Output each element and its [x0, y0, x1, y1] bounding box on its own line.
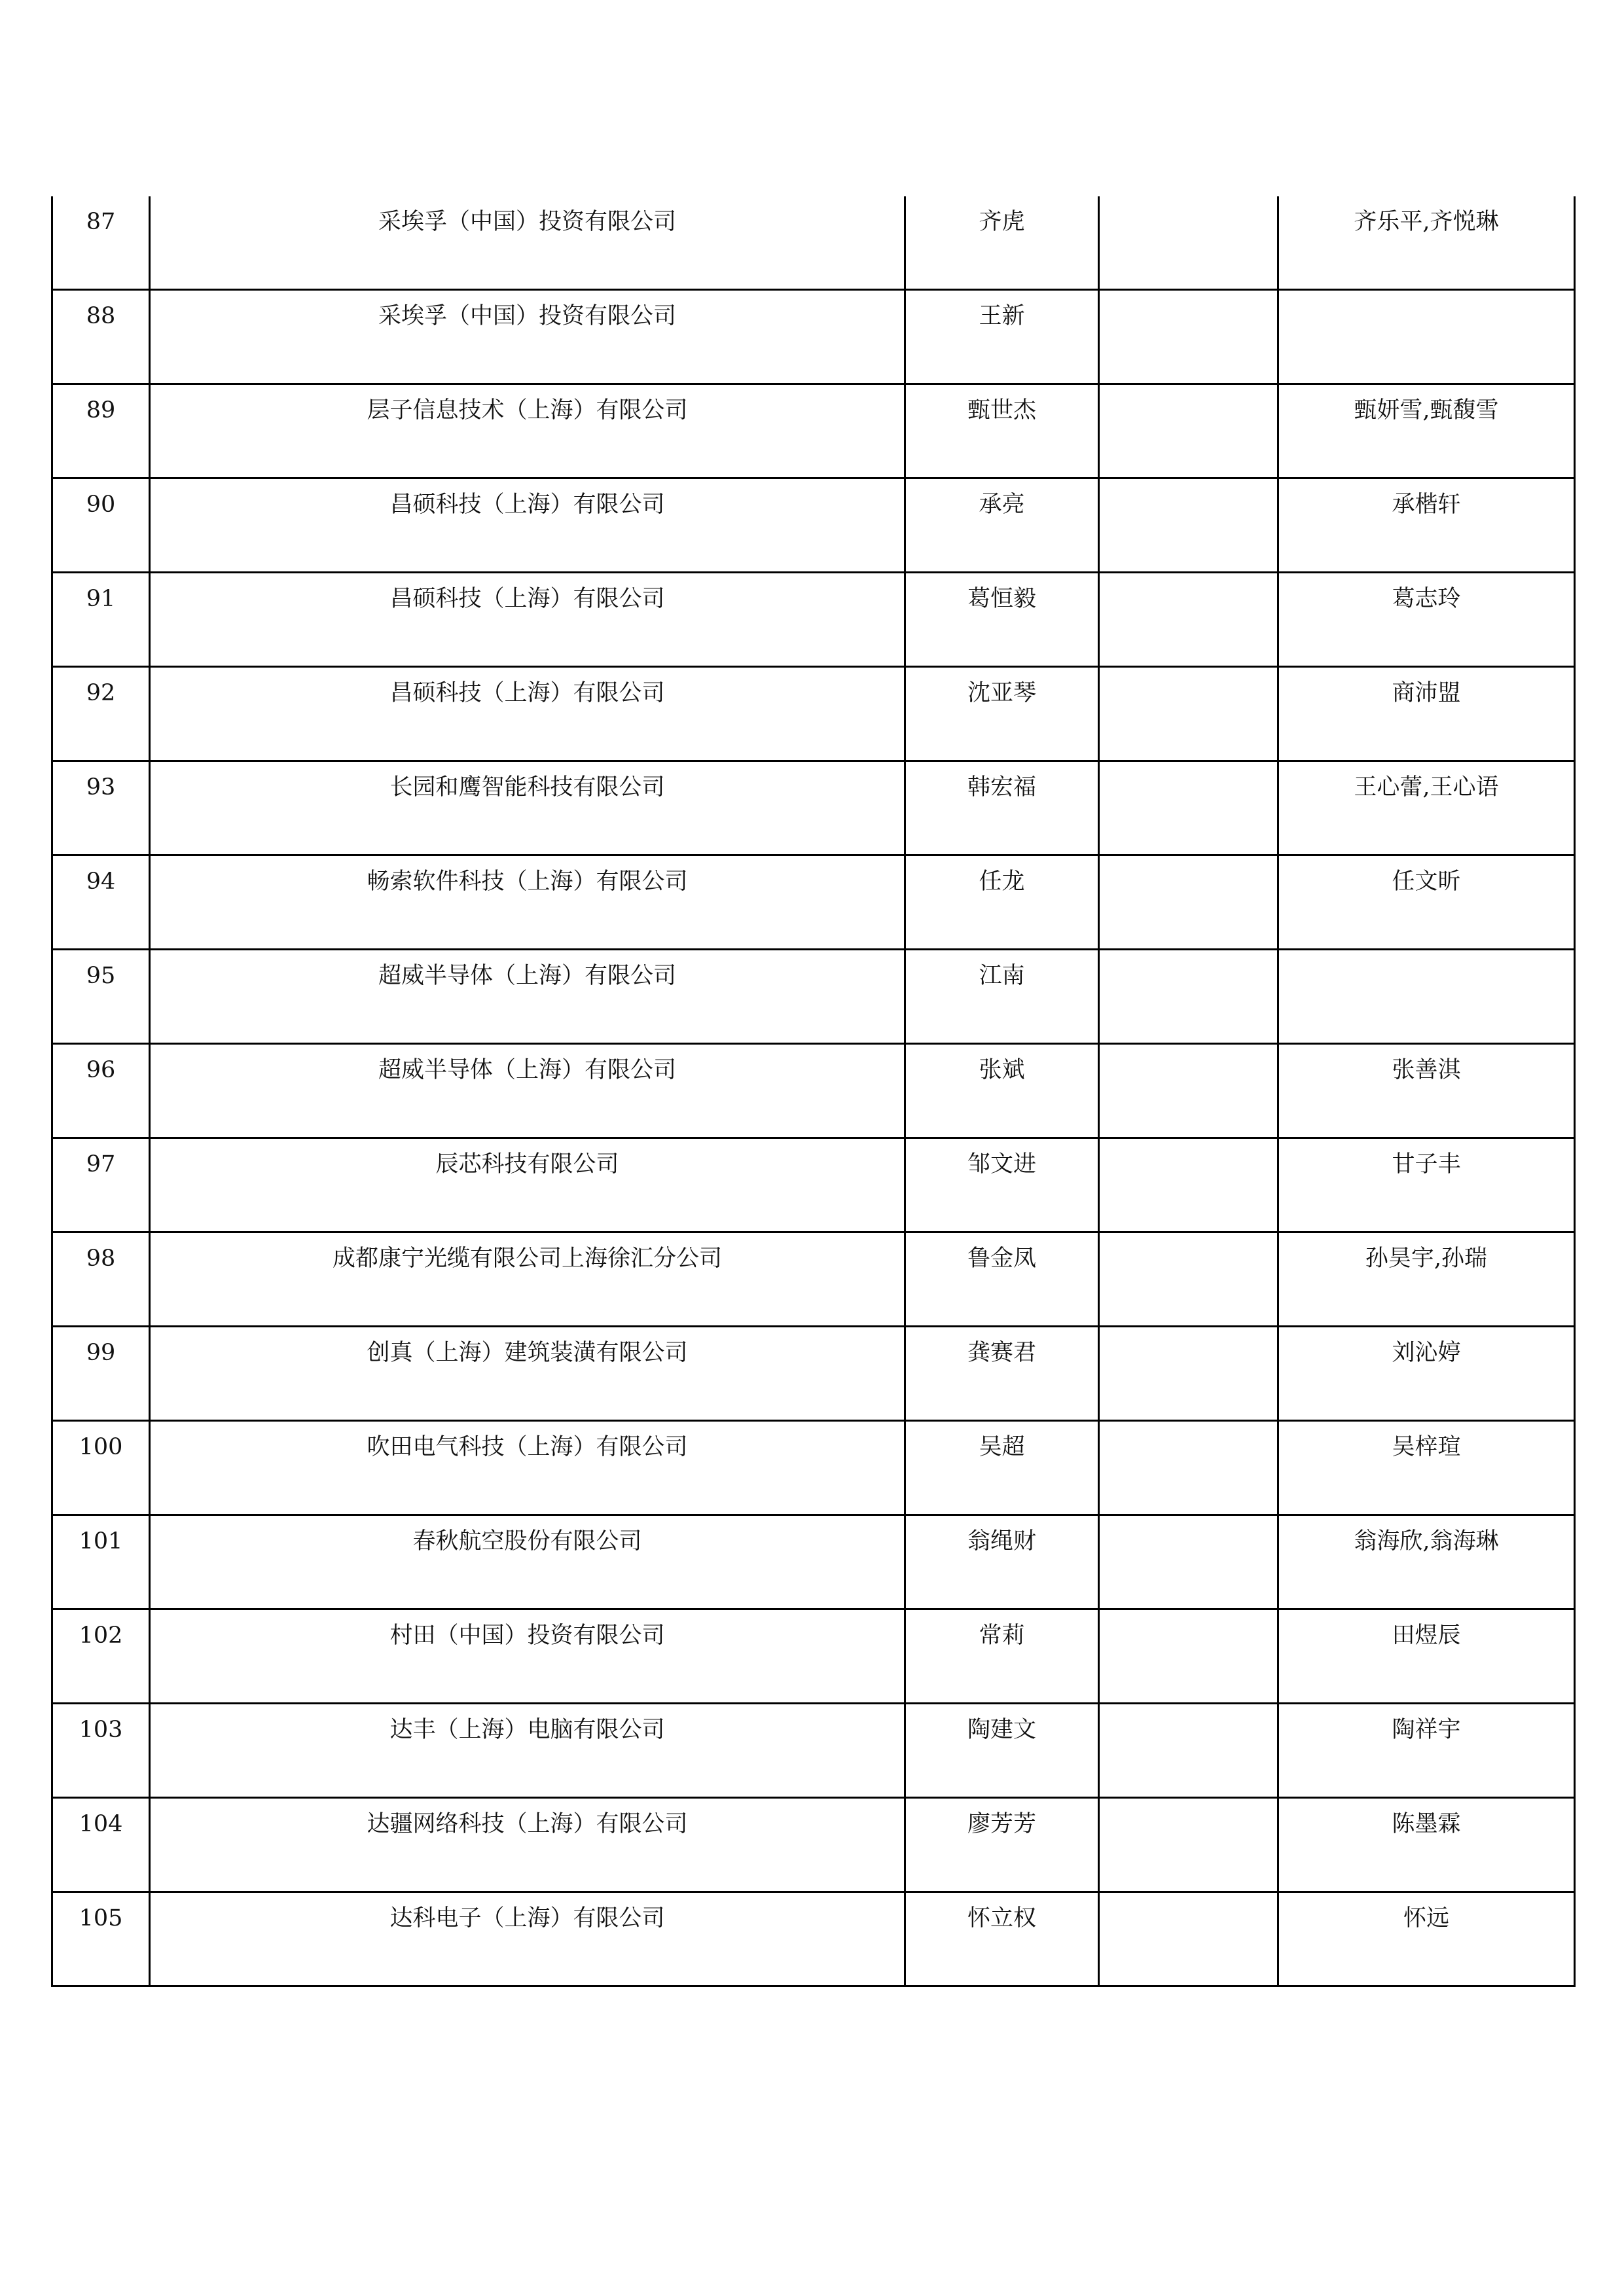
company-name-cell — [150, 1798, 905, 1892]
company-name-text: 昌硕科技（上海）有限公司 — [389, 492, 665, 518]
family-members-cell — [1278, 1515, 1575, 1609]
employee-name-text: 葛恒毅 — [967, 586, 1036, 612]
company-name-cell — [150, 1892, 905, 1986]
row-number-text: 102 — [79, 1623, 123, 1649]
company-name-text: 春秋航空股份有限公司 — [412, 1528, 642, 1554]
family-members-text: 陶祥宇 — [1392, 1717, 1461, 1743]
blank-cell — [1099, 478, 1278, 573]
family-members-cell — [1278, 1421, 1575, 1515]
employee-name-cell — [905, 1138, 1099, 1232]
employee-name-text: 邹文进 — [967, 1151, 1036, 1177]
table-row — [52, 290, 1575, 384]
employee-name-cell — [905, 196, 1099, 290]
row-number-cell — [52, 1798, 150, 1892]
row-number-text: 95 — [86, 963, 116, 989]
table-row — [52, 1138, 1575, 1232]
family-members-cell — [1278, 1798, 1575, 1892]
company-name-cell — [150, 667, 905, 761]
table-row — [52, 1421, 1575, 1515]
family-members-text: 陈墨霖 — [1392, 1811, 1461, 1837]
employee-name-text: 常莉 — [979, 1623, 1025, 1649]
family-members-cell — [1278, 573, 1575, 667]
employee-name-cell — [905, 573, 1099, 667]
family-members-cell — [1278, 384, 1575, 478]
family-members-text: 王心蕾,王心语 — [1354, 774, 1499, 800]
blank-cell — [1099, 1798, 1278, 1892]
row-number-cell — [52, 950, 150, 1044]
family-members-text: 甘子丰 — [1392, 1151, 1461, 1177]
row-number-text: 101 — [79, 1528, 123, 1554]
employee-name-text: 沈亚琴 — [967, 680, 1036, 706]
employee-name-text: 甄世杰 — [967, 397, 1036, 423]
employee-name-cell — [905, 384, 1099, 478]
row-number-cell — [52, 1138, 150, 1232]
company-name-cell — [150, 384, 905, 478]
family-members-cell — [1278, 1704, 1575, 1798]
employee-name-text: 承亮 — [979, 492, 1025, 518]
company-name-cell — [150, 1044, 905, 1138]
employee-name-text: 齐虎 — [979, 209, 1025, 235]
blank-cell — [1099, 573, 1278, 667]
table-row — [52, 950, 1575, 1044]
employee-name-text: 翁绳财 — [967, 1528, 1036, 1554]
row-number-cell — [52, 573, 150, 667]
row-number-cell — [52, 1327, 150, 1421]
table-row — [52, 573, 1575, 667]
family-members-cell — [1278, 1327, 1575, 1421]
employee-name-cell — [905, 950, 1099, 1044]
family-members-text: 甄妍雪,甄馥雪 — [1354, 397, 1499, 423]
family-members-cell — [1278, 950, 1575, 1044]
blank-text — [1100, 291, 1277, 302]
row-number-text: 104 — [79, 1811, 123, 1837]
blank-cell — [1099, 1421, 1278, 1515]
blank-cell — [1099, 1515, 1278, 1609]
blank-text — [1100, 1610, 1277, 1622]
family-members-text: 刘沁婷 — [1392, 1340, 1461, 1366]
family-members-cell — [1278, 196, 1575, 290]
blank-cell — [1099, 290, 1278, 384]
employee-name-cell — [905, 290, 1099, 384]
employee-name-text: 鲁金凤 — [967, 1246, 1036, 1272]
family-members-cell — [1278, 1232, 1575, 1327]
employee-name-cell — [905, 478, 1099, 573]
family-members-cell — [1278, 855, 1575, 950]
row-number-text: 103 — [79, 1717, 123, 1743]
employee-name-cell — [905, 1892, 1099, 1986]
table-row — [52, 1327, 1575, 1421]
row-number-cell — [52, 667, 150, 761]
row-number-text: 96 — [86, 1057, 116, 1083]
blank-cell — [1099, 384, 1278, 478]
blank-text — [1100, 1139, 1277, 1151]
table-row — [52, 855, 1575, 950]
row-number-text: 89 — [86, 397, 116, 423]
blank-text — [1100, 1233, 1277, 1245]
employee-name-cell — [905, 1232, 1099, 1327]
table-row — [52, 761, 1575, 855]
blank-cell — [1099, 1044, 1278, 1138]
blank-cell — [1099, 196, 1278, 290]
employee-name-cell — [905, 855, 1099, 950]
row-number-cell — [52, 1421, 150, 1515]
family-members-text: 翁海欣,翁海琳 — [1354, 1528, 1499, 1554]
company-name-text: 层子信息技术（上海）有限公司 — [367, 397, 688, 423]
table-row — [52, 384, 1575, 478]
table-row — [52, 1515, 1575, 1609]
company-name-cell — [150, 1138, 905, 1232]
row-number-cell — [52, 1609, 150, 1704]
row-number-cell — [52, 196, 150, 290]
row-number-cell — [52, 1704, 150, 1798]
company-name-cell — [150, 196, 905, 290]
company-name-cell — [150, 855, 905, 950]
company-name-text: 达疆网络科技（上海）有限公司 — [367, 1811, 688, 1837]
blank-text — [1100, 196, 1277, 208]
row-number-text: 91 — [86, 586, 116, 612]
employee-name-text: 怀立权 — [967, 1905, 1036, 1931]
blank-text — [1100, 856, 1277, 868]
blank-text — [1100, 573, 1277, 585]
table-row — [52, 1704, 1575, 1798]
family-members-cell — [1278, 667, 1575, 761]
employee-name-cell — [905, 1327, 1099, 1421]
row-number-cell — [52, 761, 150, 855]
employee-name-cell — [905, 667, 1099, 761]
blank-text — [1100, 950, 1277, 962]
blank-text — [1100, 479, 1277, 491]
company-name-cell — [150, 1515, 905, 1609]
blank-text — [1100, 1893, 1277, 1905]
row-number-cell — [52, 1044, 150, 1138]
blank-cell — [1099, 1327, 1278, 1421]
employee-name-text: 任龙 — [979, 869, 1025, 895]
company-name-cell — [150, 290, 905, 384]
blank-cell — [1099, 950, 1278, 1044]
company-name-cell — [150, 1232, 905, 1327]
family-members-text: 葛志玲 — [1392, 586, 1461, 612]
family-members-cell — [1278, 761, 1575, 855]
employee-name-cell — [905, 1704, 1099, 1798]
row-number-cell — [52, 855, 150, 950]
company-name-cell — [150, 1609, 905, 1704]
company-name-text: 达丰（上海）电脑有限公司 — [389, 1717, 665, 1743]
company-name-text: 辰芯科技有限公司 — [435, 1151, 619, 1177]
family-members-text: 怀远 — [1403, 1905, 1449, 1931]
blank-cell — [1099, 1232, 1278, 1327]
row-number-text: 87 — [86, 209, 116, 235]
blank-cell — [1099, 1609, 1278, 1704]
company-name-text: 成都康宁光缆有限公司上海徐汇分公司 — [332, 1246, 722, 1272]
table-row — [52, 196, 1575, 290]
employee-name-text: 韩宏福 — [967, 774, 1036, 800]
blank-cell — [1099, 667, 1278, 761]
company-name-cell — [150, 1327, 905, 1421]
company-name-cell — [150, 950, 905, 1044]
company-name-text: 昌硕科技（上海）有限公司 — [389, 586, 665, 612]
family-members-text: 齐乐平,齐悦琳 — [1354, 209, 1499, 235]
blank-cell — [1099, 1138, 1278, 1232]
company-name-text: 畅索软件科技（上海）有限公司 — [367, 869, 688, 895]
family-members-cell — [1278, 1138, 1575, 1232]
company-name-cell — [150, 1421, 905, 1515]
family-members-text: 任文昕 — [1392, 869, 1461, 895]
company-name-text: 村田（中国）投资有限公司 — [389, 1623, 665, 1649]
roster-table — [51, 196, 1576, 1987]
family-members-cell — [1278, 1044, 1575, 1138]
blank-text — [1100, 1422, 1277, 1433]
row-number-cell — [52, 290, 150, 384]
employee-name-cell — [905, 761, 1099, 855]
row-number-cell — [52, 478, 150, 573]
employee-name-text: 廖芳芳 — [967, 1811, 1036, 1837]
family-members-text — [1279, 950, 1574, 962]
family-members-cell — [1278, 1609, 1575, 1704]
blank-text — [1100, 1704, 1277, 1716]
employee-name-text: 陶建文 — [967, 1717, 1036, 1743]
family-members-text: 商沛盟 — [1392, 680, 1461, 706]
company-name-text: 吹田电气科技（上海）有限公司 — [367, 1434, 688, 1460]
row-number-text: 93 — [86, 774, 116, 800]
family-members-text: 田煜辰 — [1392, 1623, 1461, 1649]
blank-cell — [1099, 761, 1278, 855]
blank-cell — [1099, 1704, 1278, 1798]
company-name-text: 采埃孚（中国）投资有限公司 — [378, 303, 676, 329]
employee-name-cell — [905, 1515, 1099, 1609]
company-name-text: 采埃孚（中国）投资有限公司 — [378, 209, 676, 235]
family-members-text: 张善淇 — [1392, 1057, 1461, 1083]
company-name-cell — [150, 761, 905, 855]
roster-table-body — [52, 196, 1575, 1986]
table-row — [52, 667, 1575, 761]
company-name-text: 昌硕科技（上海）有限公司 — [389, 680, 665, 706]
company-name-text: 长园和鹰智能科技有限公司 — [389, 774, 665, 800]
blank-cell — [1099, 1892, 1278, 1986]
family-members-cell — [1278, 478, 1575, 573]
blank-text — [1100, 668, 1277, 679]
employee-name-cell — [905, 1798, 1099, 1892]
employee-name-text: 江南 — [979, 963, 1025, 989]
table-row — [52, 1798, 1575, 1892]
company-name-text: 超威半导体（上海）有限公司 — [378, 1057, 676, 1083]
employee-name-cell — [905, 1044, 1099, 1138]
table-row — [52, 478, 1575, 573]
employee-name-text: 吴超 — [979, 1434, 1025, 1460]
blank-text — [1100, 1516, 1277, 1528]
row-number-text: 94 — [86, 869, 116, 895]
blank-text — [1100, 1045, 1277, 1056]
row-number-text: 105 — [79, 1905, 123, 1931]
company-name-text: 达科电子（上海）有限公司 — [389, 1905, 665, 1931]
blank-cell — [1099, 855, 1278, 950]
table-row — [52, 1232, 1575, 1327]
family-members-cell — [1278, 290, 1575, 384]
employee-name-text: 王新 — [979, 303, 1025, 329]
row-number-text: 88 — [86, 303, 116, 329]
row-number-text: 92 — [86, 680, 116, 706]
family-members-text: 孙昊宇,孙瑞 — [1365, 1246, 1488, 1272]
employee-name-text: 龚赛君 — [967, 1340, 1036, 1366]
company-name-cell — [150, 1704, 905, 1798]
blank-text — [1100, 385, 1277, 397]
row-number-cell — [52, 384, 150, 478]
blank-text — [1100, 1799, 1277, 1810]
row-number-text: 90 — [86, 492, 116, 518]
blank-text — [1100, 1327, 1277, 1339]
row-number-cell — [52, 1515, 150, 1609]
row-number-text: 99 — [86, 1340, 116, 1366]
family-members-text: 承楷轩 — [1392, 492, 1461, 518]
employee-name-text: 张斌 — [979, 1057, 1025, 1083]
company-name-cell — [150, 573, 905, 667]
company-name-cell — [150, 478, 905, 573]
row-number-text: 100 — [79, 1434, 123, 1460]
employee-name-cell — [905, 1421, 1099, 1515]
company-name-text: 超威半导体（上海）有限公司 — [378, 963, 676, 989]
table-row — [52, 1892, 1575, 1986]
row-number-cell — [52, 1892, 150, 1986]
family-members-cell — [1278, 1892, 1575, 1986]
row-number-text: 97 — [86, 1151, 116, 1177]
employee-name-cell — [905, 1609, 1099, 1704]
row-number-text: 98 — [86, 1246, 116, 1272]
family-members-text: 吴梓瑄 — [1392, 1434, 1461, 1460]
table-row — [52, 1609, 1575, 1704]
company-name-text: 创真（上海）建筑装潢有限公司 — [367, 1340, 688, 1366]
row-number-cell — [52, 1232, 150, 1327]
table-row — [52, 1044, 1575, 1138]
blank-text — [1100, 762, 1277, 774]
family-members-text — [1279, 291, 1574, 302]
